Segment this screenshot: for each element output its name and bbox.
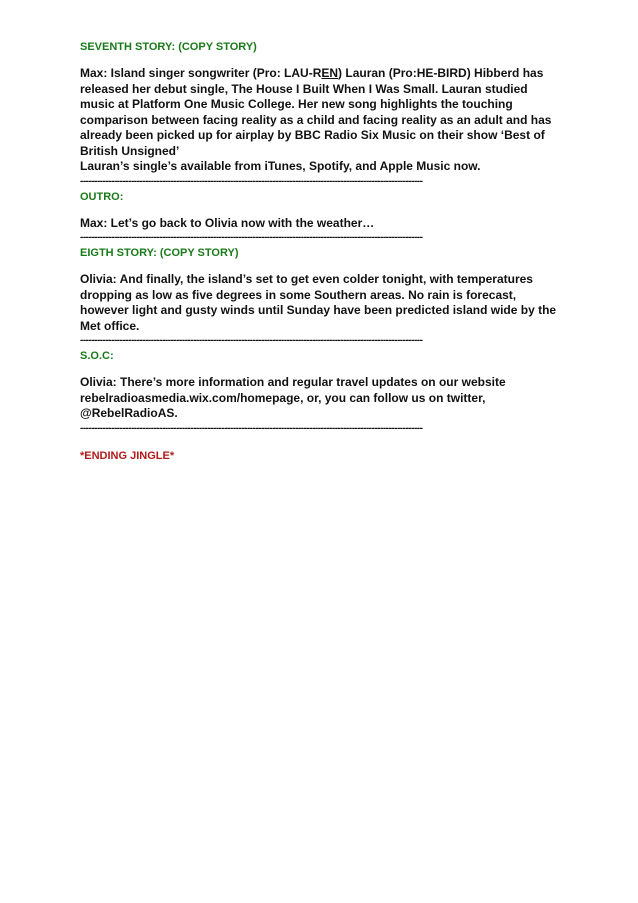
eighth-story-text: Olivia: And finally, the island’s set to get even colder tonight, with temperatures dropping as low as five degrees in some Southern areas. No rain is forecast, however light and gusty winds until Sunday have been predicted island wide by the Met office. (80, 272, 557, 333)
divider-line: ------------------------------------------------------------------------------------------------------------------------- (80, 233, 423, 243)
spacer (80, 437, 560, 449)
outro-section (80, 190, 560, 232)
divider-line: ------------------------------------------------------------------------------------------------------------------------- (80, 423, 423, 434)
seventh-story-text (80, 66, 560, 175)
ending-jingle-heading: *ENDING JINGLE* (80, 449, 175, 462)
script-page (80, 40, 560, 463)
divider-line: ------------------------------------------------------------------------------------------------------------------------- (80, 336, 423, 346)
seventh-story-text-part2: ) Lauran (Pro:HE-BIRD) Hibberd has released her debut single, The House I Built When I Was Small. Lauran studied music at Platform One Music College. Her new song highlights the touching comparison between facing reality as a child and facing reality as an adult and has already been picked up for airplay by BBC Radio Six Music on their show ‘Best of British Unsigned’ (80, 66, 552, 158)
seventh-story-text-part1: Max: Island singer songwriter (Pro: LAU-R (80, 66, 322, 80)
seventh-story-underlined: EN (321, 66, 339, 80)
soc-section (80, 349, 560, 422)
seventh-story-section (80, 40, 560, 175)
eighth-story-heading: EIGTH STORY: (COPY STORY) (80, 247, 239, 259)
divider-line: ------------------------------------------------------------------------------------------------------------------------- (80, 176, 423, 187)
outro-heading: OUTRO: (80, 190, 124, 203)
seventh-story-availability: Lauran’s single’s available from iTunes, Spotify, and Apple Music now. (80, 159, 481, 173)
soc-heading: S.O.C: (80, 350, 114, 362)
outro-text: Max: Let’s go back to Olivia now with the weather… (80, 215, 375, 230)
eighth-story-section (80, 246, 560, 334)
seventh-story-heading: SEVENTH STORY: (COPY STORY) (80, 41, 257, 53)
soc-text: Olivia: There’s more information and regular travel updates on our website rebelradioasmedia.wix.com/homepage, or, you can follow us on twitter, @RebelRadioAS. (80, 375, 506, 420)
